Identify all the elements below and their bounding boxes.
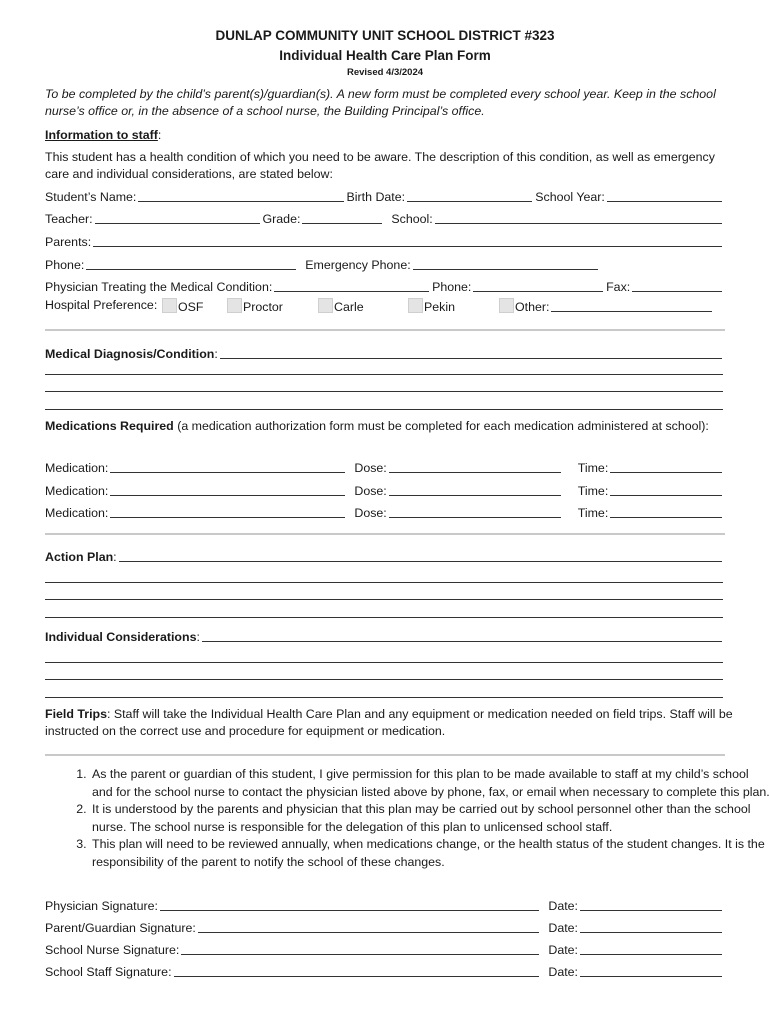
row-diagnosis xyxy=(45,343,725,361)
time-label: Time: xyxy=(577,461,609,475)
grade-label: Grade: xyxy=(262,212,301,226)
medication-row xyxy=(45,502,725,520)
info-heading-label: Information to staff xyxy=(45,128,158,142)
proctor-label: Proctor xyxy=(243,300,283,314)
phone-label: Phone: xyxy=(45,258,85,272)
carle-label: Carle xyxy=(334,300,364,314)
medications-note: (a medication authorization form must be completed for each medication administered at school): xyxy=(173,419,709,433)
diagnosis-line-2[interactable] xyxy=(45,374,723,375)
fax-label: Fax: xyxy=(606,280,631,294)
parent-date-field[interactable] xyxy=(580,920,722,933)
considerations-label: Individual Considerations xyxy=(45,630,197,644)
emergency-phone-label: Emergency Phone: xyxy=(305,258,411,272)
term-item: 2. It is understood by the parents and physician that this plan may be carried out by school personnel other than the school nurse. The school nurse is responsible for the delegation of this plan to unlicensed school staff. xyxy=(90,801,770,836)
student-name-field[interactable] xyxy=(138,189,343,202)
grade-field[interactable] xyxy=(302,211,382,224)
field-trips-text: : Staff will take the Individual Health Care Plan and any equipment or medication needed on field trips. Staff will be instructed on the correct use and procedure for equipment or medication. xyxy=(45,707,733,738)
action-plan-colon: : xyxy=(113,550,117,564)
diagnosis-line-3[interactable] xyxy=(45,391,723,392)
info-text: This student has a health condition of which you need to be aware. The description of this condition, as well as emergency care and individual considerations, are stated below: xyxy=(45,150,715,181)
nurse-date-field[interactable] xyxy=(580,942,722,955)
parents-label: Parents: xyxy=(45,235,92,249)
dose-field[interactable] xyxy=(389,460,561,473)
row-nurse-signature xyxy=(45,939,725,957)
physician-field[interactable] xyxy=(274,279,429,292)
physician-phone-label: Phone: xyxy=(432,280,472,294)
revised-date: Revised 4/3/2024 xyxy=(346,67,424,78)
birth-date-field[interactable] xyxy=(407,189,532,202)
nurse-signature-label: School Nurse Signature: xyxy=(45,943,180,957)
district-title: DUNLAP COMMUNITY UNIT SCHOOL DISTRICT #323 xyxy=(215,28,555,43)
date-label: Date: xyxy=(548,899,578,913)
info-heading xyxy=(45,127,733,144)
time-field[interactable] xyxy=(610,483,722,496)
action-plan-label: Action Plan xyxy=(45,550,114,564)
field-trips-label: Field Trips xyxy=(45,707,107,721)
action-plan-line-3[interactable] xyxy=(45,599,723,600)
emergency-phone-field[interactable] xyxy=(413,257,598,270)
physician-label: Physician Treating the Medical Condition: xyxy=(45,280,273,294)
proctor-checkbox[interactable] xyxy=(227,298,242,313)
date-label: Date: xyxy=(548,921,578,935)
carle-checkbox[interactable] xyxy=(318,298,333,313)
diagnosis-field[interactable] xyxy=(220,346,722,359)
school-year-field[interactable] xyxy=(607,189,722,202)
time-label: Time: xyxy=(577,484,609,498)
intro-instructions: To be completed by the child’s parent(s)/guardian(s). A new form must be completed every school year. Keep in the school nurse’s office or, in the absence of a school nurse, the Building Principal’s office. xyxy=(45,87,716,118)
row-student xyxy=(45,186,725,204)
considerations-line-2[interactable] xyxy=(45,662,723,663)
nurse-signature-field[interactable] xyxy=(181,942,539,955)
osf-checkbox[interactable] xyxy=(162,298,177,313)
school-year-label: School Year: xyxy=(535,190,605,204)
medications-heading xyxy=(45,418,733,435)
school-field[interactable] xyxy=(435,211,722,224)
medication-row xyxy=(45,457,725,475)
time-field[interactable] xyxy=(610,460,722,473)
section-divider xyxy=(45,329,725,331)
row-teacher xyxy=(45,208,725,226)
action-plan-line-4[interactable] xyxy=(45,617,723,618)
considerations-line-3[interactable] xyxy=(45,679,723,680)
hospital-option-carle[interactable] xyxy=(318,298,364,314)
pekin-label: Pekin xyxy=(424,300,455,314)
medication-label: Medication: xyxy=(45,484,109,498)
row-physician-signature xyxy=(45,895,725,913)
considerations-field[interactable] xyxy=(202,629,722,642)
time-field[interactable] xyxy=(610,505,722,518)
hospital-pref-label: Hospital Preference: xyxy=(45,298,158,312)
medication-field[interactable] xyxy=(110,483,345,496)
row-parents xyxy=(45,231,725,249)
row-action-plan xyxy=(45,546,725,564)
teacher-label: Teacher: xyxy=(45,212,93,226)
physician-date-field[interactable] xyxy=(580,898,722,911)
medication-field[interactable] xyxy=(110,460,345,473)
section-divider xyxy=(45,754,725,756)
diagnosis-label: Medical Diagnosis/Condition xyxy=(45,347,215,361)
medications-heading-label: Medications Required xyxy=(45,419,174,433)
parent-signature-field[interactable] xyxy=(198,920,540,933)
hospital-option-proctor[interactable] xyxy=(227,298,283,314)
dose-label: Dose: xyxy=(354,484,387,498)
physician-signature-field[interactable] xyxy=(160,898,539,911)
time-label: Time: xyxy=(577,506,609,520)
hospital-option-other[interactable] xyxy=(499,298,715,314)
medication-label: Medication: xyxy=(45,506,109,520)
term-item: 1. As the parent or guardian of this student, I give permission for this plan to be made available to staff at my child’s school and for the school nurse to contact the physician listed above by phone, fax, or email when necessary to complete this plan. xyxy=(90,766,770,801)
physician-signature-label: Physician Signature: xyxy=(45,899,158,913)
birth-date-label: Birth Date: xyxy=(346,190,406,204)
term-item: 3. This plan will need to be reviewed annually, when medications change, or the health status of the student changes. It is the responsibility of the parent to notify the school of these changes. xyxy=(90,836,770,871)
row-considerations xyxy=(45,626,725,644)
parents-field[interactable] xyxy=(93,234,722,247)
section-divider xyxy=(45,533,725,535)
row-physician xyxy=(45,276,725,294)
form-title: Individual Health Care Plan Form xyxy=(279,48,491,63)
phone-field[interactable] xyxy=(86,257,296,270)
staff-signature-field[interactable] xyxy=(174,964,540,977)
action-plan-line-2[interactable] xyxy=(45,582,723,583)
row-staff-signature xyxy=(45,961,725,979)
date-label: Date: xyxy=(548,965,578,979)
student-name-label: Student’s Name: xyxy=(45,190,137,204)
hospital-option-osf[interactable] xyxy=(162,298,203,314)
dose-field[interactable] xyxy=(389,483,561,496)
diagnosis-colon: : xyxy=(214,347,218,361)
row-parent-signature xyxy=(45,917,725,935)
physician-phone-field[interactable] xyxy=(473,279,603,292)
considerations-colon: : xyxy=(196,630,200,644)
action-plan-field[interactable] xyxy=(119,549,722,562)
medication-field[interactable] xyxy=(110,505,345,518)
staff-signature-label: School Staff Signature: xyxy=(45,965,172,979)
staff-date-field[interactable] xyxy=(580,964,722,977)
medication-label: Medication: xyxy=(45,461,109,475)
other-label: Other: xyxy=(515,300,550,314)
school-label: School: xyxy=(391,212,433,226)
row-phone xyxy=(45,254,725,272)
osf-label: OSF xyxy=(178,300,204,314)
other-checkbox[interactable] xyxy=(499,298,514,313)
diagnosis-line-4[interactable] xyxy=(45,409,723,410)
hospital-option-pekin[interactable] xyxy=(408,298,455,314)
terms-list xyxy=(45,766,770,871)
dose-label: Dose: xyxy=(354,461,387,475)
fax-field[interactable] xyxy=(632,279,722,292)
medication-row xyxy=(45,480,725,498)
info-heading-colon: : xyxy=(157,128,162,142)
other-hospital-field[interactable] xyxy=(551,299,712,312)
parent-signature-label: Parent/Guardian Signature: xyxy=(45,921,196,935)
considerations-line-4[interactable] xyxy=(45,697,723,698)
pekin-checkbox[interactable] xyxy=(408,298,423,313)
dose-field[interactable] xyxy=(389,505,561,518)
teacher-field[interactable] xyxy=(95,211,260,224)
field-trips-paragraph xyxy=(45,706,733,740)
dose-label: Dose: xyxy=(354,506,387,520)
date-label: Date: xyxy=(548,943,578,957)
